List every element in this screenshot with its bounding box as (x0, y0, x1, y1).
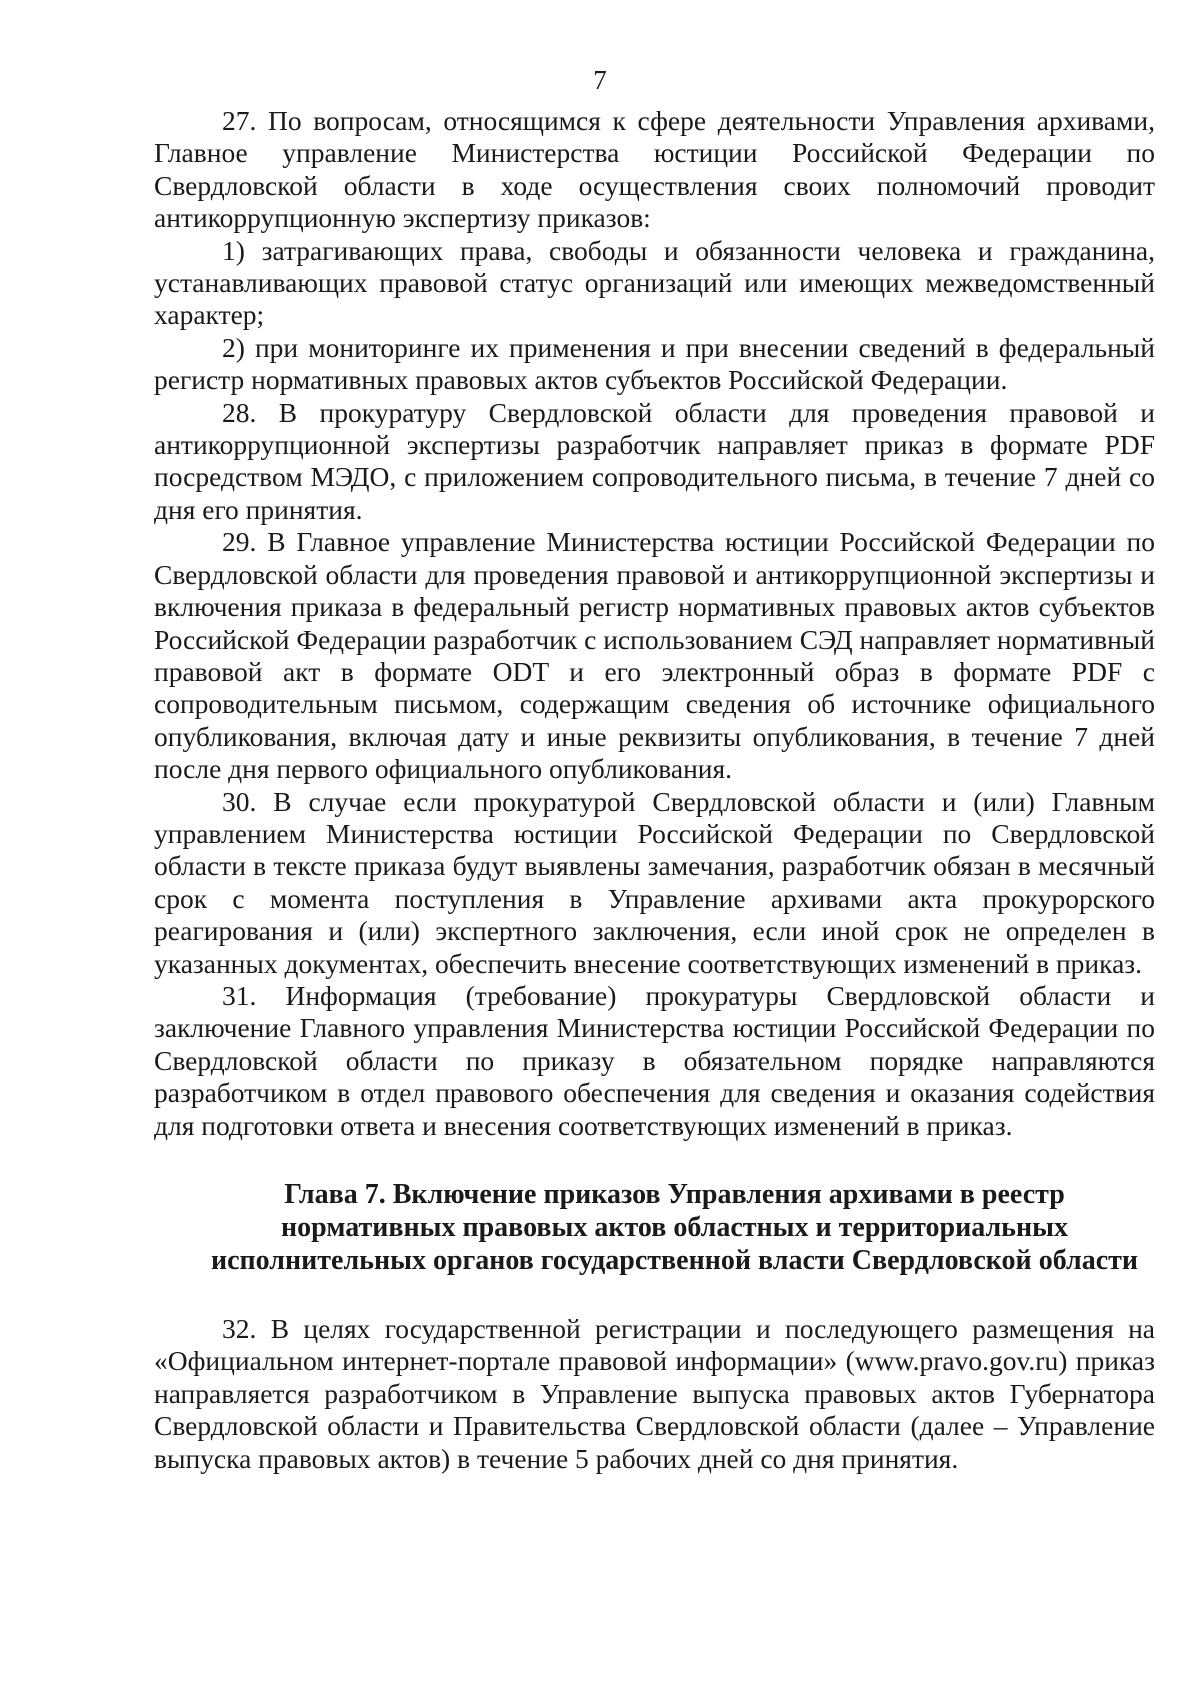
chapter-title-line: Глава 7. Включение приказов Управления архивами в реестр (284, 1179, 1065, 1210)
chapter-title-line: нормативных правовых актов областных и территориальных (281, 1212, 1068, 1243)
paragraph-27: 27. По вопросам, относящимся к сфере деятельности Управления архивами, Главное управление Министерства юстиции Российской Федерации по Свердловской области в ходе осуществления своих полномочий проводит антикоррупционную экспертизу приказов: (154, 105, 1155, 234)
chapter-title (154, 1178, 1155, 1277)
chapter-title-line: исполнительных органов государственной власти Свердловской области (210, 1245, 1139, 1276)
document-body (154, 105, 1155, 1475)
paragraph-28: 28. В прокуратуру Свердловской области для проведения правовой и антикоррупционной экспертизы разработчик направляет приказ в формате PDF посредством МЭДО, с приложением сопроводительного письма, в течение 7 дней со дня его принятия. (154, 396, 1155, 525)
paragraph-30: 30. В случае если прокуратурой Свердловской области и (или) Главным управлением Министерства юстиции Российской Федерации по Свердловской области в тексте приказа будут выявлены замечания, разработчик обязан в месячный срок с момента поступления в Управление архивами акта прокурорского реагирования и (или) экспертного заключения, если иной срок не определен в указанных документах, обеспечить внесение соответствующих изменений в приказ. (154, 785, 1155, 979)
paragraph-32: 32. В целях государственной регистрации и последующего размещения на «Официальном интернет-портале правовой информации» (www.pravo.gov.ru) приказ направляется разработчиком в Управление выпуска правовых актов Губернатора Свердловской области и Правительства Свердловской области (далее – Управление выпуска правовых актов) в течение 5 рабочих дней со дня принятия. (154, 1313, 1155, 1474)
paragraph-27-item-1: 1) затрагивающих права, свободы и обязанности человека и гражданина, устанавливающих правовой статус организаций или имеющих межведомственный характер; (154, 234, 1155, 331)
page-number: 7 (593, 65, 607, 95)
paragraph-29: 29. В Главное управление Министерства юстиции Российской Федерации по Свердловской области для проведения правовой и антикоррупционной экспертизы и включения приказа в федеральный регистр нормативных правовых актов субъектов Российской Федерации разработчик с использованием СЭД направляет нормативный правовой акт в формате ODT и его электронный образ в формате PDF с сопроводительным письмом, содержащим сведения об источнике официального опубликования, включая дату и иные реквизиты опубликования, в течение 7 дней после дня первого официального опубликования. (154, 526, 1155, 785)
paragraph-31: 31. Информация (требование) прокуратуры Свердловской области и заключение Главного управления Министерства юстиции Российской Федерации по Свердловской области по приказу в обязательном порядке направляются разработчиком в отдел правового обеспечения для сведения и оказания содействия для подготовки ответа и внесения соответствующих изменений в приказ. (154, 979, 1155, 1141)
paragraph-27-item-2: 2) при мониторинге их применения и при внесении сведений в федеральный регистр нормативных правовых актов субъектов Российской Федерации. (154, 331, 1155, 396)
